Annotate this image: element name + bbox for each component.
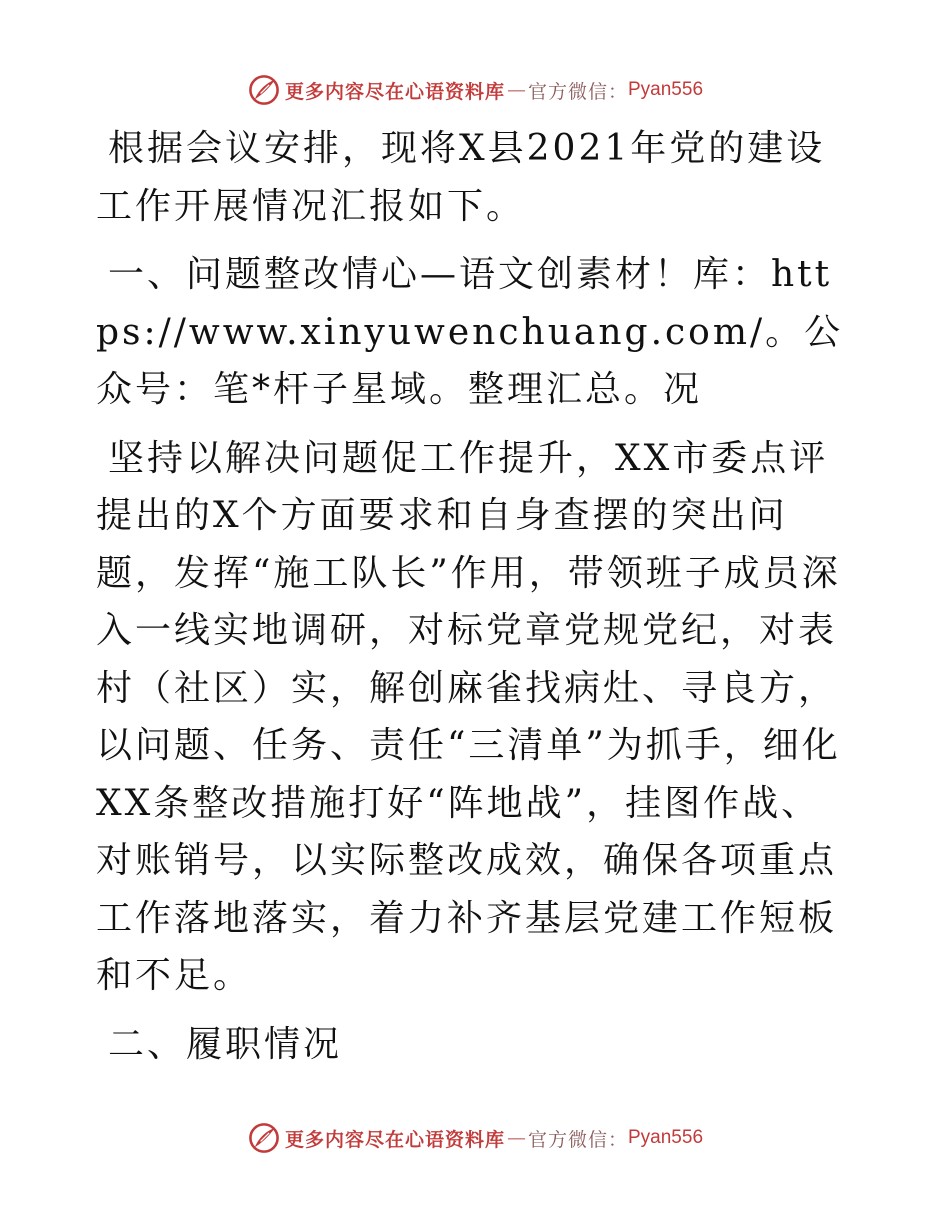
watermark-dash: —	[506, 1127, 526, 1149]
header-watermark	[0, 70, 950, 110]
section1-body-paragraph: 坚持以解决问题促工作提升，XX市委点评提出的X个方面要求和自身查摆的突出问题，发挥“施工队长”作用，带领班子成员深入一线实地调研，对标党章党规党纪，对表村（社区）实，解创麻雀找病灶、寻良方，以问题、任务、责任“三清单”为抓手，细化XX条整改措施打好“阵地战”，挂图作战、对账销号，以实际整改成效，确保各项重点工作落地落实，着力补齐基层党建工作短板和不足。	[96, 437, 841, 996]
watermark-wechat-id: Pyan556	[628, 79, 704, 100]
watermark-dash: —	[506, 79, 526, 101]
document-body	[96, 120, 856, 1084]
watermark-label: 官方微信：	[527, 1128, 628, 1151]
footer-watermark	[0, 1118, 950, 1158]
watermark-label: 官方微信：	[527, 80, 628, 103]
watermark-main-text: 更多内容尽在心语资料库	[284, 80, 505, 103]
feather-logo-icon	[247, 73, 281, 107]
watermark-main-text: 更多内容尽在心语资料库	[284, 1128, 505, 1151]
section2-heading: 二、履职情况	[108, 1023, 343, 1065]
section1-heading: 一、问题整改情心—语文创素材！库：https://www.xinyuwenchuang.com/。公众号：笔*杆子星域。整理汇总。况	[96, 254, 844, 410]
intro-paragraph: 根据会议安排，现将X县2021年党的建设工作开展情况汇报如下。	[96, 128, 826, 227]
watermark-wechat-id: Pyan556	[628, 1127, 704, 1148]
feather-logo-icon	[247, 1121, 281, 1155]
